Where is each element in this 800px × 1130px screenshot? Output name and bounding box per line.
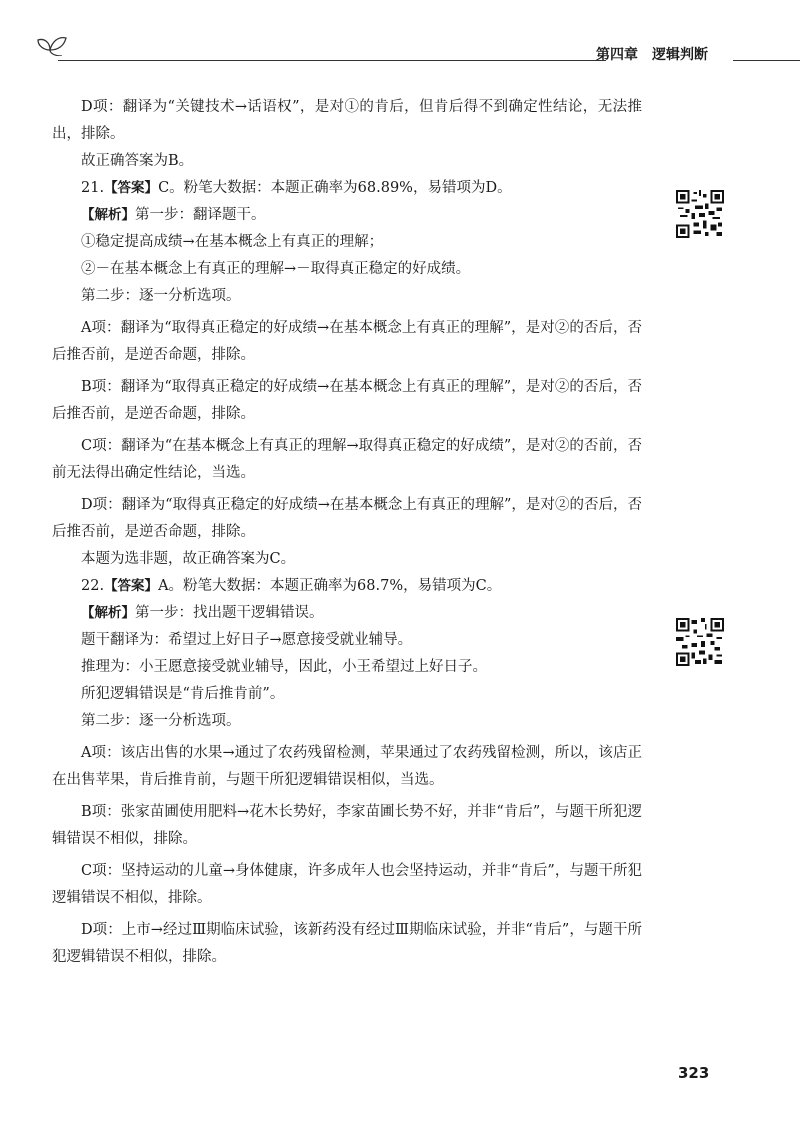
paragraph: 故正确答案为B。: [81, 153, 194, 169]
sprout-leaf-icon: [34, 30, 68, 56]
q21-answer: 21.【答案】C。粉笔大数据：本题正确率为68.89%，易错项为D。: [81, 180, 512, 196]
q21-conclusion: 本题为选非题，故正确答案为C。: [81, 551, 296, 567]
q21-option-a: A项：翻译为“取得真正稳定的好成绩→在基本概念上有真正的理解”，是对②的否后，否后推否前，是逆否命题，排除。: [52, 320, 642, 363]
qr-code-icon[interactable]: [676, 190, 724, 238]
chapter-number: 第四章: [596, 47, 638, 63]
q21-analysis: 【解析】第一步：翻译题干。: [81, 207, 266, 223]
q22-option-a: A项：该店出售的水果→通过了农药残留检测，苹果通过了农药残留检测，所以，该店正在出售苹果，肯后推肯前，与题干所犯逻辑错误相似，当选。: [52, 745, 642, 788]
header-rule-right: [733, 60, 800, 61]
q22-line: 第二步：逐一分析选项。: [81, 713, 241, 729]
q22-answer: 22.【答案】A。粉笔大数据：本题正确率为68.7%，易错项为C。: [81, 578, 502, 594]
q22-option-b: B项：张家苗圃使用肥料→花木长势好，李家苗圃长势不好，并非“肯后”，与题干所犯逻辑错误不相似，排除。: [52, 804, 642, 847]
q21-line: ②－在基本概念上有真正的理解→－取得真正稳定的好成绩。: [81, 261, 471, 277]
chapter-label: [596, 44, 722, 64]
page-number: 323: [678, 1064, 710, 1082]
q21-line: 第二步：逐一分析选项。: [81, 288, 241, 304]
qr-code-icon[interactable]: [676, 618, 724, 666]
page-header: [28, 30, 800, 70]
q22-line: 所犯逻辑错误是“肯后推肯前”。: [81, 686, 285, 702]
q21-option-b: B项：翻译为“取得真正稳定的好成绩→在基本概念上有真正的理解”，是对②的否后，否后推否前，是逆否命题，排除。: [52, 379, 642, 422]
answer-tag: 【答案】: [104, 578, 159, 594]
q22-line: 推理为：小王愿意接受就业辅导，因此，小王希望过上好日子。: [81, 659, 487, 675]
q22-line: 题干翻译为：希望过上好日子→愿意接受就业辅导。: [81, 632, 413, 648]
q22-option-d: D项：上市→经过Ⅲ期临床试验，该新药没有经过Ⅲ期临床试验，并非“肯后”，与题干所犯逻辑错误不相似，排除。: [52, 922, 642, 965]
q21-option-c: C项：翻译为“在基本概念上有真正的理解→取得真正稳定的好成绩”，是对②的否前，否前无法得出确定性结论，当选。: [52, 438, 642, 481]
page-body: [52, 94, 642, 971]
analysis-tag: 【解析】: [81, 605, 135, 621]
analysis-tag: 【解析】: [81, 207, 135, 223]
q21-line: ①稳定提高成绩→在基本概念上有真正的理解；: [81, 234, 384, 250]
answer-tag: 【答案】: [104, 180, 159, 196]
header-rule-left: [58, 60, 606, 61]
paragraph: D项：翻译为“关键技术→话语权”，是对①的肯后，但肯后得不到确定性结论，无法推出，排除。: [52, 99, 642, 142]
section-title: 逻辑判断: [652, 47, 708, 63]
q22-analysis: 【解析】第一步：找出题干逻辑错误。: [81, 605, 324, 621]
q21-option-d: D项：翻译为“取得真正稳定的好成绩→在基本概念上有真正的理解”，是对②的否后，否后推否前，是逆否命题，排除。: [52, 497, 642, 540]
q22-option-c: C项：坚持运动的儿童→身体健康，许多成年人也会坚持运动，并非“肯后”，与题干所犯逻辑错误不相似，排除。: [52, 863, 642, 906]
